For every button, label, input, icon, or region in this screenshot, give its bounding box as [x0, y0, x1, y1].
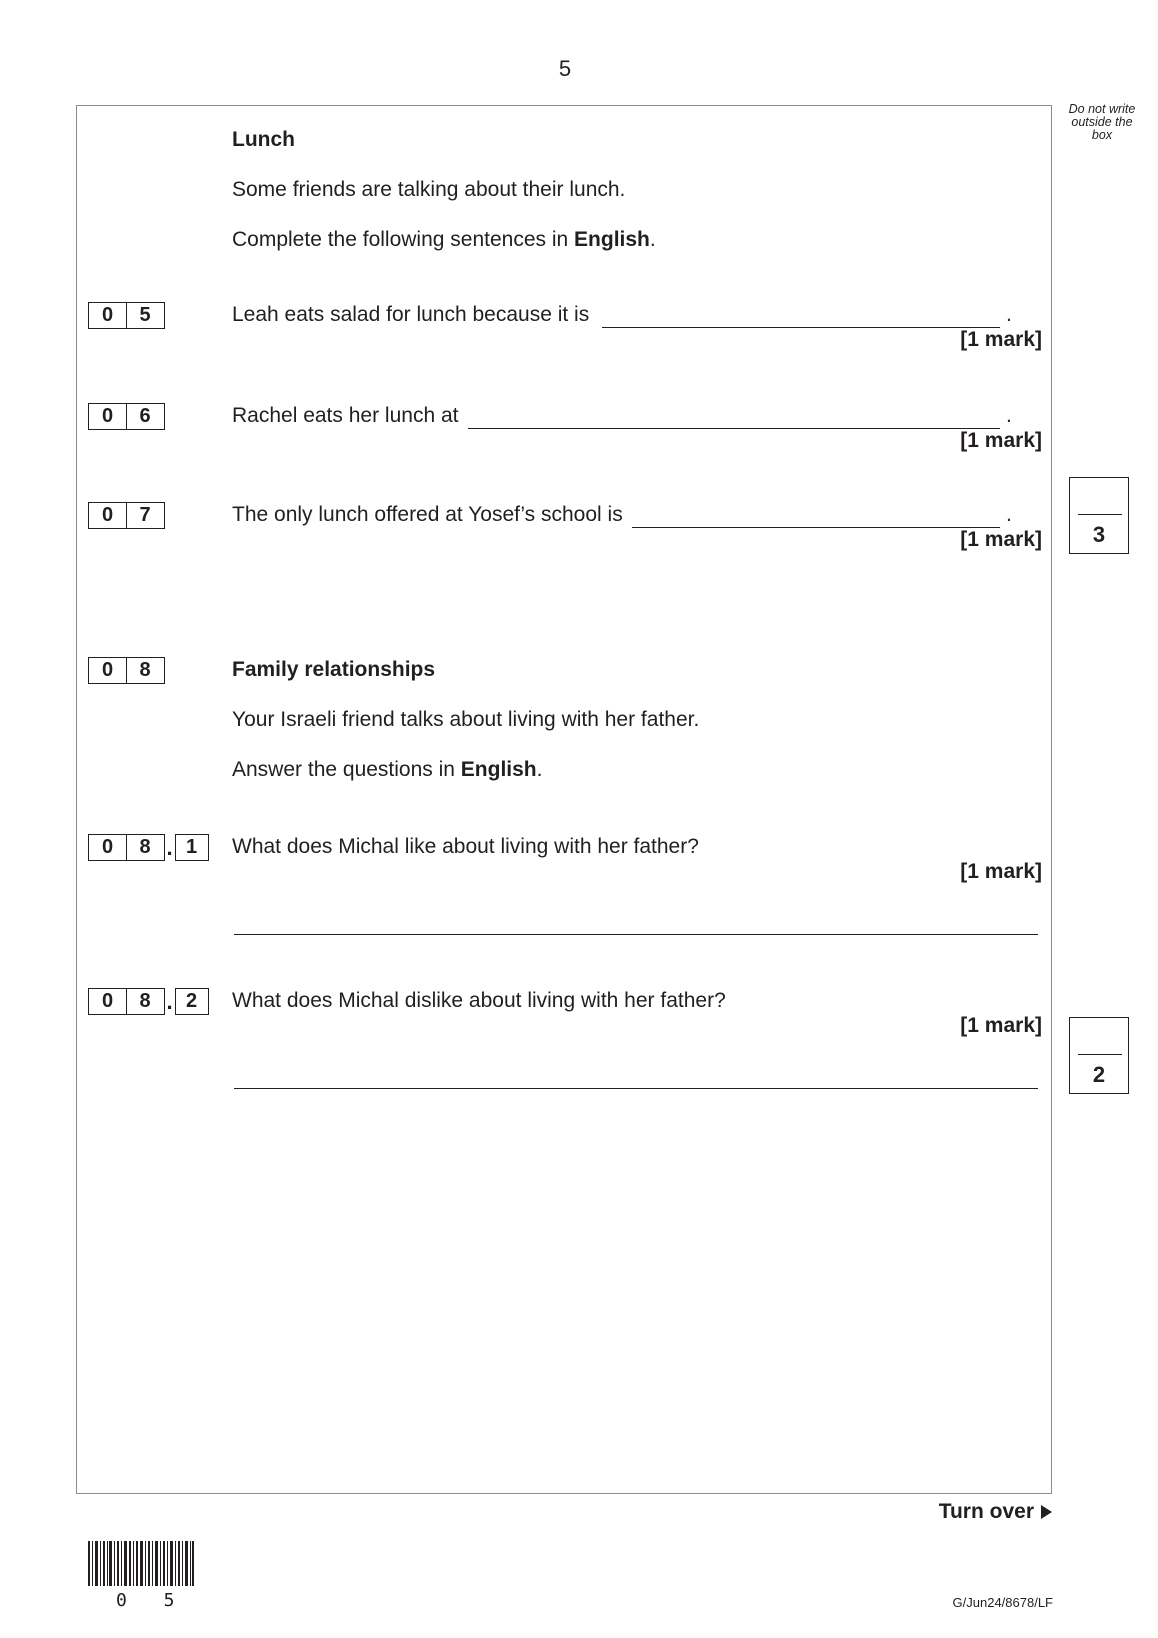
question-05-text: Leah eats salad for lunch because it is — [232, 303, 590, 326]
question-08-1-text: What does Michal like about living with her father? — [232, 835, 699, 858]
question-06-mark: [1 mark] — [960, 429, 1042, 452]
question-07-period: . — [1006, 503, 1012, 526]
score-box-family — [1069, 1017, 1129, 1094]
decimal-dot: . — [166, 988, 173, 1014]
digit-box: 0 — [88, 657, 127, 684]
instruction-text: Answer the questions in — [232, 758, 461, 781]
question-07-text: The only lunch offered at Yosef’s school is — [232, 503, 623, 526]
sub-digit-box: 2 — [175, 988, 209, 1015]
question-number-08 — [88, 657, 165, 684]
question-08-2-mark: [1 mark] — [960, 1014, 1042, 1037]
answer-line-08-1[interactable] — [234, 934, 1038, 935]
answer-blank-07[interactable] — [632, 527, 1000, 528]
digit-box: 7 — [126, 502, 165, 529]
lunch-instruction — [232, 228, 656, 252]
instruction-language: English — [574, 228, 650, 251]
play-arrow-icon — [1041, 1505, 1052, 1519]
question-06-text: Rachel eats her lunch at — [232, 404, 459, 427]
digit-box: 5 — [126, 302, 165, 329]
barcode-number: 0 5 — [116, 1590, 188, 1611]
question-08-2-text: What does Michal dislike about living with her father? — [232, 989, 726, 1012]
footer-code: G/Jun24/8678/LF — [952, 1595, 1053, 1610]
margin-note: Do not write outside the box — [1068, 102, 1136, 142]
lunch-heading: Lunch — [232, 128, 295, 151]
digit-box: 0 — [88, 834, 127, 861]
digit-box: 6 — [126, 403, 165, 430]
score-box-lunch — [1069, 477, 1129, 554]
barcode — [88, 1541, 194, 1586]
digit-box: 0 — [88, 988, 127, 1015]
instruction-period: . — [536, 758, 543, 781]
question-05-mark: [1 mark] — [960, 328, 1042, 351]
decimal-dot: . — [166, 834, 173, 860]
answer-blank-05[interactable] — [602, 327, 1000, 328]
digit-box: 0 — [88, 403, 127, 430]
question-number-06 — [88, 403, 165, 430]
page-number: 5 — [558, 56, 572, 81]
lunch-intro: Some friends are talking about their lunch. — [232, 178, 626, 201]
digit-box: 0 — [88, 502, 127, 529]
family-heading: Family relationships — [232, 658, 436, 681]
digit-box: 0 — [88, 302, 127, 329]
family-intro: Your Israeli friend talks about living with her father. — [232, 708, 700, 731]
score-line — [1078, 1054, 1122, 1055]
question-08-1-mark: [1 mark] — [960, 860, 1042, 883]
digit-box: 8 — [126, 988, 165, 1015]
turn-over — [939, 1500, 1052, 1524]
question-number-05 — [88, 302, 165, 329]
turn-over-label: Turn over — [938, 1500, 1034, 1523]
question-number-07 — [88, 502, 165, 529]
digit-box: 8 — [126, 657, 165, 684]
question-06-period: . — [1006, 404, 1012, 427]
question-05-period: . — [1006, 303, 1012, 326]
family-instruction — [232, 758, 542, 782]
answer-blank-06[interactable] — [468, 428, 1000, 429]
score-total: 2 — [1092, 1062, 1106, 1087]
score-total: 3 — [1092, 522, 1106, 547]
digit-box: 8 — [126, 834, 165, 861]
instruction-text: Complete the following sentences in — [232, 228, 575, 251]
question-07-mark: [1 mark] — [960, 528, 1042, 551]
instruction-period: . — [649, 228, 656, 251]
score-line — [1078, 514, 1122, 515]
instruction-language: English — [460, 758, 537, 781]
answer-line-08-2[interactable] — [234, 1088, 1038, 1089]
sub-digit-box: 1 — [175, 834, 209, 861]
question-number-08-2 — [88, 988, 209, 1015]
question-number-08-1 — [88, 834, 209, 861]
